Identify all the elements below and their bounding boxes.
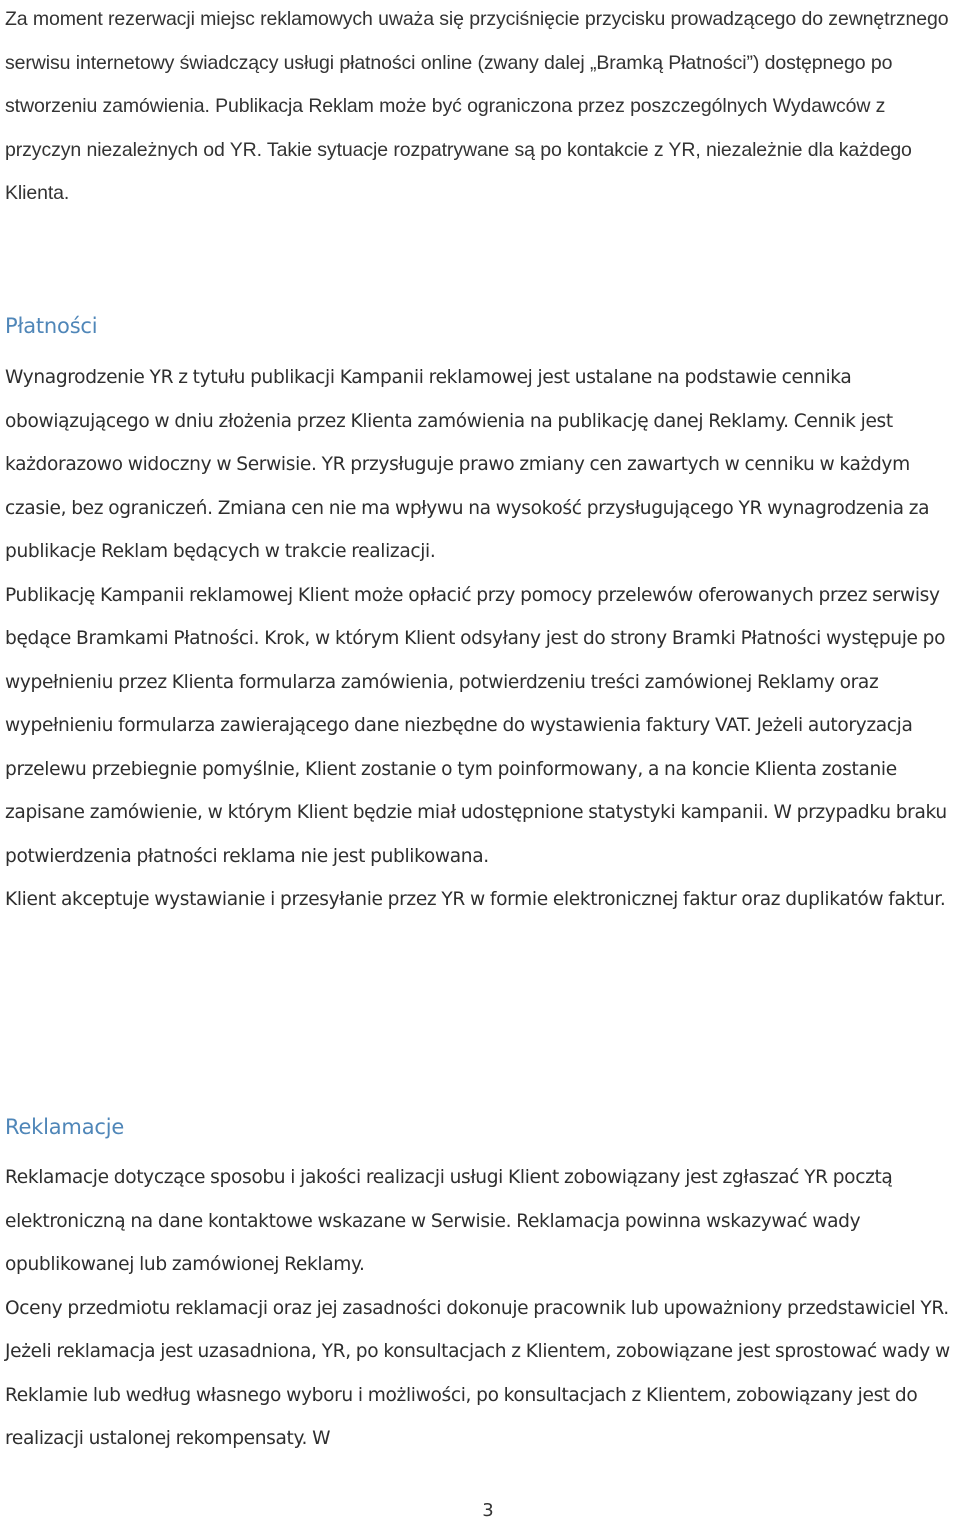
paragraph: Oceny przedmiotu reklamacji oraz jej zasadności dokonuje pracownik lub upoważniony przedstawiciel YR. Jeżeli reklamacja jest uzasadniona, YR, po konsultacjach z Klientem, zobowiązane jest sprostować wady w Reklamie lub według własnego wyboru i możliwości, po konsultacjach z Klientem, zobowiązany jest do realizacji ustalonej rekompensaty. W	[5, 1297, 950, 1449]
intro-paragraph: Za moment rezerwacji miejsc reklamowych uważa się przyciśnięcie przycisku prowadzącego do zewnętrznego serwisu internetowy świadczący usługi płatności online (zwany dalej „Bramką Płatności”) dostępnego po stworzeniu zamówienia. Publikacja Reklam może być ograniczona przez poszczególnych Wydawców z przyczyn niezależnych od YR. Takie sytuacje rozpatrywane są po kontakcie z YR, niezależnie dla każdego Klienta.	[5, 8, 949, 204]
paragraph: Publikację Kampanii reklamowej Klient może opłacić przy pomocy przelewów oferowanych przez serwisy będące Bramkami Płatności. Krok, w którym Klient odsyłany jest do strony Bramki Płatności występuje po wypełnieniu przez Klienta formularza zamówienia, potwierdzeniu treści zamówionej Reklamy oraz wypełnieniu formularza zawierającego dane niezbędne do wystawienia faktury VAT. Jeżeli autoryzacja przelewu przebiegnie pomyślnie, Klient zostanie o tym poinformowany, a na koncie Klienta zostanie zapisane zamówienie, w którym Klient będzie miał udostępnione statystyki kampanii. W przypadku braku potwierdzenia płatności reklama nie jest publikowana.	[5, 584, 947, 867]
page-number: 3	[482, 1500, 494, 1521]
section-platnosci	[5, 356, 960, 922]
paragraph: Wynagrodzenie YR z tytułu publikacji Kampanii reklamowej jest ustalane na podstawie cennika obowiązującego w dniu złożenia przez Klienta zamówienia na publikację danej Reklamy. Cennik jest każdorazowo widoczny w Serwisie. YR przysługuje prawo zmiany cen zawartych w cenniku w każdym czasie, bez ograniczeń. Zmiana cen nie ma wpływu na wysokość przysługującego YR wynagrodzenia za publikacje Reklam będących w trakcie realizacji.	[5, 367, 930, 562]
heading-platnosci: Płatności	[5, 314, 98, 338]
paragraph: Reklamacje dotyczące sposobu i jakości realizacji usługi Klient zobowiązany jest zgłaszać YR pocztą elektroniczną na dane kontaktowe wskazane w Serwisie. Reklamacja powinna wskazywać wady opublikowanej lub zamówionej Reklamy.	[5, 1167, 893, 1275]
heading-reklamacje: Reklamacje	[5, 1115, 125, 1139]
paragraph: Klient akceptuje wystawianie i przesyłanie przez YR w formie elektronicznej faktur oraz duplikatów faktur.	[5, 889, 946, 910]
section-reklamacje	[5, 1156, 960, 1461]
